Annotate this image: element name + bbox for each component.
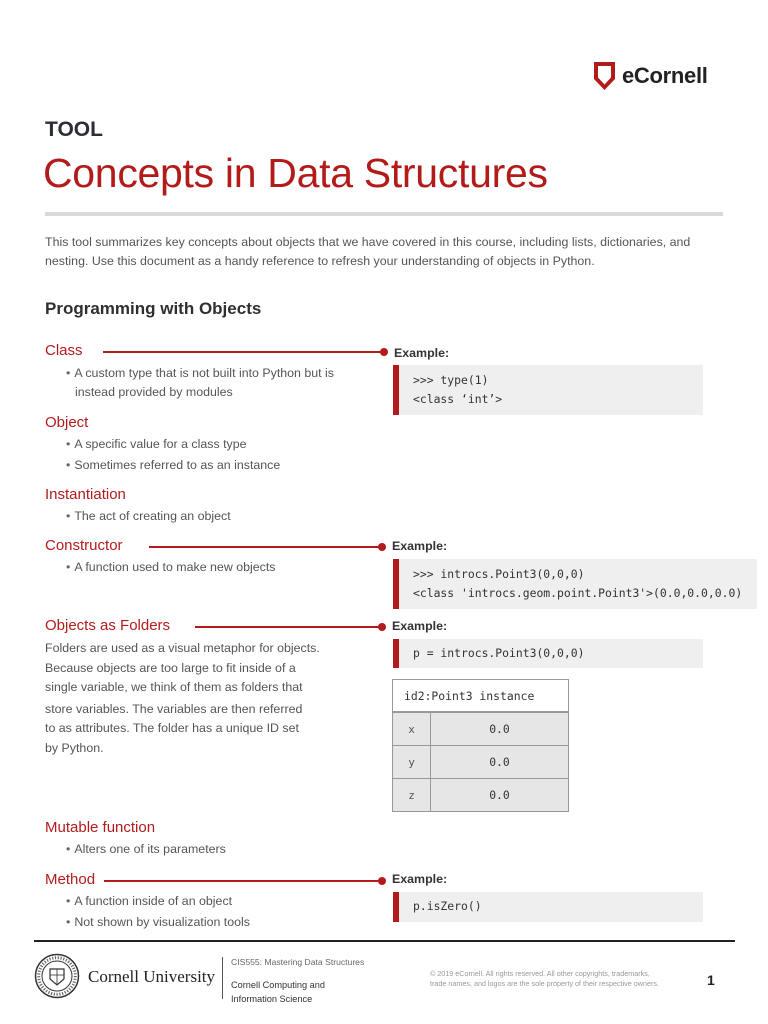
connector-line [103, 351, 385, 353]
attribute-name: x [393, 713, 431, 745]
code-line: >>> type(1) [413, 373, 489, 387]
attribute-value: 0.0 [431, 713, 568, 745]
list-item: • A function inside of an object [66, 891, 250, 912]
title-divider [45, 212, 723, 216]
term-mutable-bullets [66, 839, 226, 860]
code-example-folders [393, 639, 703, 668]
footer-divider [34, 940, 735, 942]
list-item-continuation: instead provided by modules [75, 385, 233, 399]
term-constructor-bullets [66, 557, 275, 578]
table-row [393, 745, 568, 778]
shield-icon [593, 61, 616, 91]
example-label: Example: [392, 619, 448, 633]
table-row [393, 712, 568, 745]
code-line: <class ‘int’> [413, 392, 503, 406]
cornell-seal-icon [34, 953, 80, 999]
code-line: >>> introcs.Point3(0,0,0) [413, 567, 585, 581]
term-class-bullets [66, 363, 334, 384]
list-item: • The act of creating an object [66, 506, 231, 527]
term-objects-as-folders: Objects as Folders [45, 617, 171, 634]
term-constructor: Constructor [45, 537, 123, 554]
code-example-constructor [393, 559, 757, 609]
copyright-notice [430, 969, 692, 989]
term-mutable-function: Mutable function [45, 819, 156, 836]
copyright-line: trade names, and logos are the sole property of their respective owners. [430, 979, 659, 988]
department-line: Information Science [231, 994, 313, 1004]
term-object: Object [45, 414, 89, 431]
attribute-name: y [393, 746, 431, 778]
folder-header: id2:Point3 instance [393, 680, 568, 712]
term-method-bullets [66, 891, 250, 933]
paragraph-line: single variable, we think of them as folders that [45, 680, 303, 694]
copyright-line: © 2019 eCornell. All rights reserved. All other copyrights, trademarks, [430, 969, 650, 978]
connector-line [195, 626, 383, 628]
term-folders-description [45, 639, 345, 758]
paragraph-line: Folders are used as a visual metaphor for objects. [45, 641, 320, 655]
code-line: p = introcs.Point3(0,0,0) [413, 646, 585, 660]
code-example-class [393, 365, 703, 415]
list-item: • A custom type that is not built into Python but is [66, 363, 334, 384]
list-item: • A specific value for a class type [66, 434, 280, 455]
doc-eyebrow: TOOL [45, 118, 103, 141]
paragraph-line: Because objects are too large to fit inside of a [45, 660, 296, 675]
course-name: CIS555: Mastering Data Structures [231, 957, 365, 967]
list-item: • Alters one of its parameters [66, 839, 226, 860]
department-name [231, 978, 361, 1006]
term-method: Method [45, 871, 96, 888]
university-name: Cornell University [88, 967, 216, 986]
section-heading: Programming with Objects [45, 299, 262, 318]
paragraph-line: to as attributes. The folder has a unique ID set [45, 721, 299, 735]
page-number: 1 [707, 972, 715, 988]
list-item: • A function used to make new objects [66, 557, 275, 578]
object-folder-diagram [392, 679, 569, 812]
term-object-bullets [66, 434, 280, 476]
connector-line [104, 880, 383, 882]
example-label: Example: [392, 872, 448, 886]
attribute-name: z [393, 779, 431, 811]
list-item: • Sometimes referred to as an instance [66, 455, 280, 476]
page-title: Concepts in Data Structures [43, 150, 548, 196]
code-example-method [393, 892, 703, 922]
code-line: p.isZero() [413, 899, 482, 913]
table-row [393, 778, 568, 811]
attribute-value: 0.0 [431, 779, 568, 811]
example-label: Example: [394, 346, 450, 360]
logo-text: eCornell [622, 63, 708, 88]
paragraph-line: by Python. [45, 740, 104, 755]
term-class: Class [45, 342, 83, 359]
attribute-value: 0.0 [431, 746, 568, 778]
list-item: • Not shown by visualization tools [66, 912, 250, 933]
paragraph-line: store variables. The variables are then referred [45, 701, 303, 716]
department-line: Cornell Computing and [231, 980, 325, 990]
example-label: Example: [392, 539, 448, 553]
term-instantiation: Instantiation [45, 486, 126, 503]
code-line: <class 'introcs.geom.point.Point3'>(0.0,0.0,0.0) [413, 586, 743, 600]
connector-line [149, 546, 383, 548]
ecornell-logo [593, 60, 708, 92]
intro-paragraph: This tool summarizes key concepts about objects that we have covered in this course, including lists, dictionaries, and nesting. Use this document as a handy reference to refresh your understanding of objects in Python. [45, 235, 691, 268]
footer-vertical-divider [222, 957, 223, 999]
term-instantiation-bullets [66, 506, 231, 527]
